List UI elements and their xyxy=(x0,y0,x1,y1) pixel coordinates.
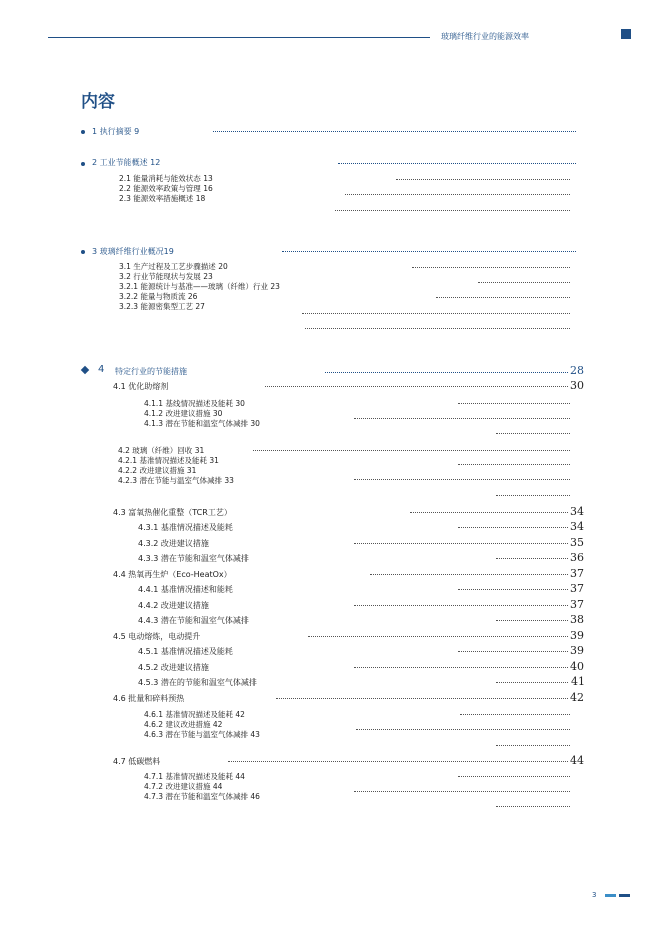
toc-leader xyxy=(370,574,568,575)
toc-leader xyxy=(253,450,570,451)
footer-page-number: 3 xyxy=(592,891,597,899)
toc-page-4-5: 39 xyxy=(570,629,584,642)
toc-page-4-6: 42 xyxy=(570,691,584,704)
toc-leader xyxy=(354,479,570,480)
toc-leader xyxy=(412,267,570,268)
toc-leader xyxy=(496,620,568,621)
toc-leader xyxy=(478,282,570,283)
toc-entry-4-2[interactable]: 4.2 玻璃（纤维）回收 31 xyxy=(118,446,205,455)
bullet-dot-icon xyxy=(81,162,85,166)
toc-entry-4-1-3[interactable]: 4.1.3 潜在节能和温室气体减排 30 xyxy=(144,419,260,428)
toc-entry-4-4[interactable]: 4.4 热氧再生炉（Eco-HeatOx） xyxy=(113,570,232,579)
toc-entry-4-3-3[interactable]: 4.3.3 潜在节能和温室气体减排 xyxy=(138,554,249,563)
toc-entry-4[interactable]: 特定行业的节能措施 xyxy=(115,367,187,376)
toc-page-4-5-1: 39 xyxy=(570,644,584,657)
toc-leader xyxy=(496,682,568,683)
toc-entry-4-6[interactable]: 4.6 批量和碎料预热 xyxy=(113,694,185,703)
toc-entry-3[interactable]: 3 玻璃纤维行业概况19 xyxy=(92,247,174,256)
toc-entry-4-5-2[interactable]: 4.5.2 改进建议措施 xyxy=(138,663,209,672)
bullet-diamond-icon xyxy=(81,366,89,374)
header-square-mark xyxy=(621,29,631,39)
toc-leader xyxy=(354,667,568,668)
toc-entry-2-3[interactable]: 2.3 能源效率措施概述 18 xyxy=(119,194,206,203)
toc-leader xyxy=(458,776,570,777)
toc-entry-4-5-3[interactable]: 4.5.3 潜在的节能和温室气体减排 xyxy=(138,678,257,687)
footer-bar-dark xyxy=(619,894,630,897)
toc-page-4-3-3: 36 xyxy=(570,551,584,564)
toc-leader xyxy=(308,636,568,637)
toc-leader xyxy=(354,418,570,419)
toc-leader xyxy=(325,372,568,373)
toc-entry-4-6-3[interactable]: 4.6.3 潜在节能与温室气体减排 43 xyxy=(144,730,260,739)
toc-entry-4-3[interactable]: 4.3 富氧热催化重整（TCR工艺） xyxy=(113,508,232,517)
toc-page-4-4-2: 37 xyxy=(570,598,584,611)
toc-entry-4-7[interactable]: 4.7 低碳燃料 xyxy=(113,757,161,766)
toc-entry-4-3-1[interactable]: 4.3.1 基准情况描述及能耗 xyxy=(138,523,233,532)
toc-leader xyxy=(345,194,570,195)
toc-leader xyxy=(302,313,570,314)
toc-entry-2-2[interactable]: 2.2 能源效率政策与管理 16 xyxy=(119,184,213,193)
toc-leader xyxy=(458,651,568,652)
toc-page-4-4: 37 xyxy=(570,567,584,580)
toc-leader xyxy=(265,386,568,387)
toc-entry-4-5[interactable]: 4.5 电动熔炼，电动提升 xyxy=(113,632,201,641)
toc-leader xyxy=(396,179,570,180)
toc-leader xyxy=(458,589,568,590)
toc-entry-4-4-1[interactable]: 4.4.1 基准情况描述和能耗 xyxy=(138,585,233,594)
toc-entry-4-7-3[interactable]: 4.7.3 潜在节能和温室气体减排 46 xyxy=(144,792,260,801)
toc-leader xyxy=(496,558,568,559)
toc-entry-4-2-1[interactable]: 4.2.1 基准情况描述及能耗 31 xyxy=(118,456,219,465)
toc-page-4-3-2: 35 xyxy=(570,536,584,549)
toc-entry-4-4-2[interactable]: 4.4.2 改进建议措施 xyxy=(138,601,209,610)
toc-entry-2[interactable]: 2 工业节能概述 12 xyxy=(92,158,161,167)
toc-entry-4-1-1[interactable]: 4.1.1 基线情况描述及能耗 30 xyxy=(144,399,245,408)
toc-entry-4-6-2[interactable]: 4.6.2 建议改进措施 42 xyxy=(144,720,223,729)
toc-entry-4-2-3[interactable]: 4.2.3 潜在节能与温室气体减排 33 xyxy=(118,476,234,485)
toc-page-4-7: 44 xyxy=(570,754,584,767)
toc-entry-4-7-1[interactable]: 4.7.1 基准情况描述及能耗 44 xyxy=(144,772,245,781)
toc-leader xyxy=(436,297,570,298)
toc-leader xyxy=(282,251,576,252)
bullet-dot-icon xyxy=(81,130,85,134)
toc-leader xyxy=(356,729,570,730)
toc-page-4-3-1: 34 xyxy=(570,520,584,533)
toc-entry-4-6-1[interactable]: 4.6.1 基准情况描述及能耗 42 xyxy=(144,710,245,719)
toc-leader xyxy=(496,806,570,807)
toc-page-4-5-3: 41 xyxy=(571,675,585,688)
toc-entry-4-5-1[interactable]: 4.5.1 基准情况描述及能耗 xyxy=(138,647,233,656)
toc-entry-4-1-2[interactable]: 4.1.2 改进建议措施 30 xyxy=(144,409,223,418)
toc-entry-4-number: 4 xyxy=(98,364,105,375)
toc-leader xyxy=(335,210,570,211)
toc-leader xyxy=(228,761,568,762)
toc-page-4-3: 34 xyxy=(570,505,584,518)
toc-leader xyxy=(460,714,570,715)
toc-leader xyxy=(354,543,568,544)
toc-entry-4-4-3[interactable]: 4.4.3 潜在节能和温室气体减排 xyxy=(138,616,249,625)
toc-leader xyxy=(354,605,568,606)
toc-page-4: 28 xyxy=(570,364,584,377)
toc-leader xyxy=(458,403,570,404)
footer-bar-light xyxy=(605,894,616,897)
toc-entry-1[interactable]: 1 执行摘要 9 xyxy=(92,127,140,136)
toc-page-4-4-3: 38 xyxy=(570,613,584,626)
header-rule xyxy=(48,37,430,38)
toc-entry-4-3-2[interactable]: 4.3.2 改进建议措施 xyxy=(138,539,209,548)
toc-entry-2-1[interactable]: 2.1 能量消耗与能效状态 13 xyxy=(119,174,213,183)
toc-leader xyxy=(276,698,568,699)
toc-leader xyxy=(496,495,570,496)
toc-leader xyxy=(338,163,576,164)
page-title: 内容 xyxy=(81,92,115,112)
toc-entry-4-1[interactable]: 4.1 优化助熔剂 xyxy=(113,382,169,391)
toc-leader xyxy=(496,433,570,434)
header-title: 玻璃纤维行业的能源效率 xyxy=(441,32,529,41)
toc-page-4-1: 30 xyxy=(570,379,584,392)
toc-entry-3-2-1[interactable]: 3.2.1 能源统计与基准——玻璃（纤维）行业 23 xyxy=(119,282,280,291)
toc-page-4-5-2: 40 xyxy=(570,660,584,673)
toc-leader xyxy=(458,527,568,528)
bullet-dot-icon xyxy=(81,250,85,254)
toc-leader xyxy=(354,791,570,792)
toc-leader xyxy=(496,745,570,746)
toc-entry-4-2-2[interactable]: 4.2.2 改进建议措施 31 xyxy=(118,466,197,475)
toc-leader xyxy=(213,131,576,132)
toc-entry-3-2-2[interactable]: 3.2.2 能量与物质流 26 xyxy=(119,292,198,301)
toc-entry-4-7-2[interactable]: 4.7.2 改进建议措施 44 xyxy=(144,782,223,791)
toc-leader xyxy=(305,328,570,329)
toc-entry-3-2[interactable]: 3.2 行业节能现状与发展 23 xyxy=(119,272,213,281)
toc-entry-3-1[interactable]: 3.1 生产过程及工艺步骤描述 20 xyxy=(119,262,228,271)
toc-leader xyxy=(410,512,568,513)
toc-entry-3-2-3[interactable]: 3.2.3 能源密集型工艺 27 xyxy=(119,302,205,311)
toc-leader xyxy=(458,464,570,465)
toc-page-4-4-1: 37 xyxy=(570,582,584,595)
